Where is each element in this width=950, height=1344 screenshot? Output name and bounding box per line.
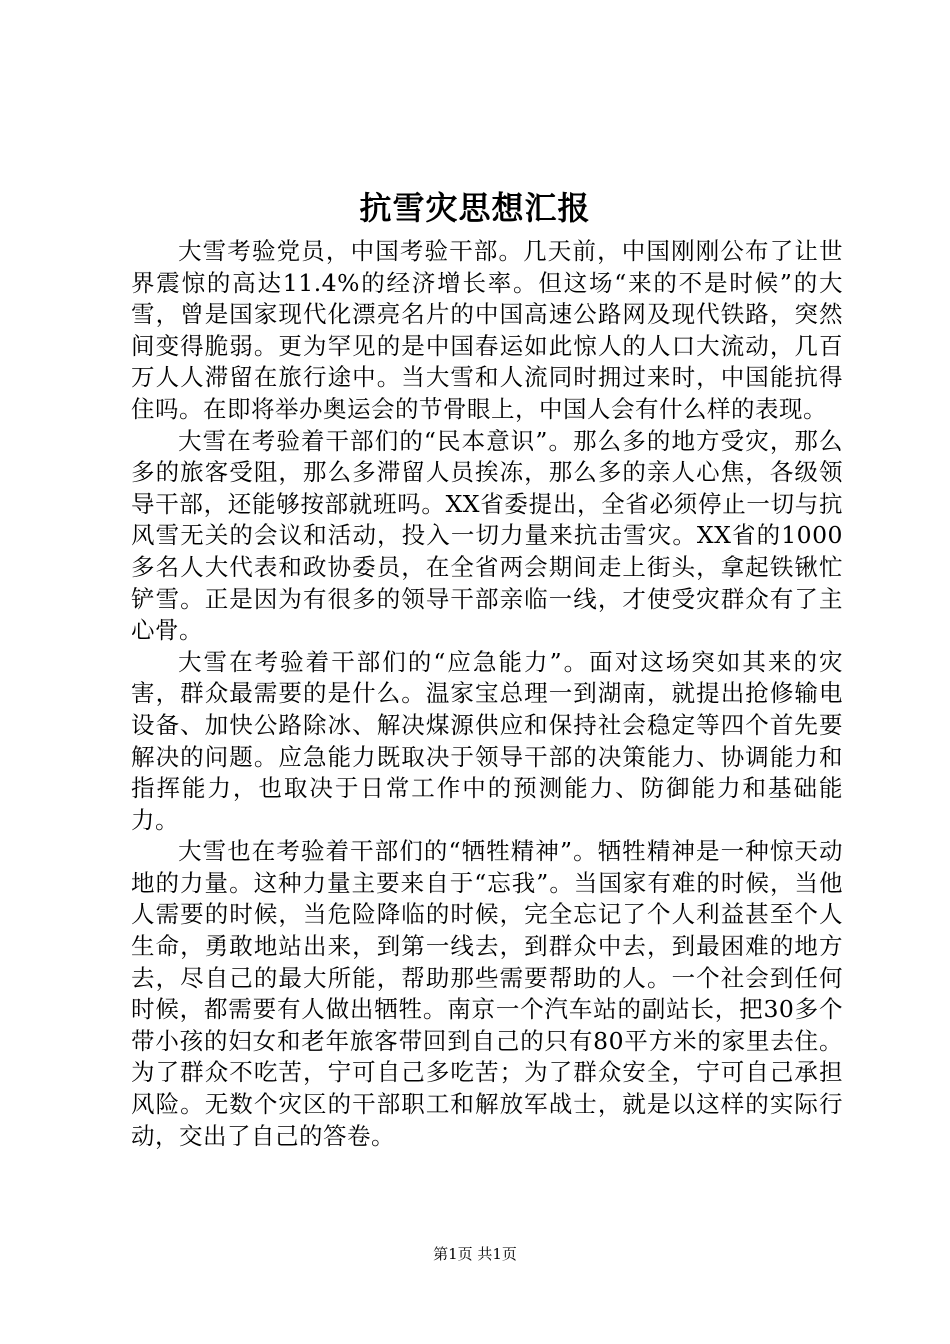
- document-body: [131, 236, 843, 1152]
- page-number-footer: 第1页 共1页: [433, 1245, 517, 1263]
- paragraph: 大雪也在考验着干部们的“牺牲精神”。牺牲精神是一种惊天动地的力量。这种力量主要来自于“忘我”。当国家有难的时候，当他人需要的时候，当危险降临的时候，完全忘记了个人利益甚至个人生命，勇敢地站出来，到第一线去，到群众中去，到最困难的地方去，尽自己的最大所能，帮助那些需要帮助的人。一个社会到任何时候，都需要有人做出牺牲。南京一个汽车站的副站长，把30多个带小孩的妇女和老年旅客带回到自己的只有80平方米的家里去住。为了群众不吃苦，宁可自己多吃苦；为了群众安全，宁可自己承担风险。无数个灾区的干部职工和解放军战士，就是以这样的实际行动，交出了自己的答卷。: [131, 837, 843, 1150]
- paragraph: 大雪在考验着干部们的“应急能力”。面对这场突如其来的灾害，群众最需要的是什么。温家宝总理一到湖南，就提出抢修输电设备、加快公路除冰、解决煤源供应和保持社会稳定等四个首先要解决的问题。应急能力既取决于领导干部的决策能力、协调能力和指挥能力，也取决于日常工作中的预测能力、防御能力和基础能力。: [131, 647, 843, 834]
- document-title: 抗雪灾思想汇报: [359, 189, 591, 227]
- paragraph: 大雪考验党员，中国考验干部。几天前，中国刚刚公布了让世界震惊的高达11.4%的经济增长率。但这场“来的不是时候”的大雪，曾是国家现代化漂亮名片的中国高速公路网及现代铁路，突然间变得脆弱。更为罕见的是中国春运如此惊人的人口大流动，几百万人人滞留在旅行途中。当大雪和人流同时拥过来时，中国能抗得住吗。在即将举办奥运会的节骨眼上，中国人会有什么样的表现。: [131, 237, 843, 423]
- paragraph: 大雪在考验着干部们的“民本意识”。那么多的地方受灾，那么多的旅客受阻，那么多滞留人员挨冻，那么多的亲人心焦，各级领导干部，还能够按部就班吗。XX省委提出，全省必须停止一切与抗风雪无关的会议和活动，投入一切力量来抗击雪灾。XX省的1000多名人大代表和政协委员，在全省两会期间走上街头，拿起铁锹忙铲雪。正是因为有很多的领导干部亲临一线，才使受灾群众有了主心骨。: [131, 426, 843, 645]
